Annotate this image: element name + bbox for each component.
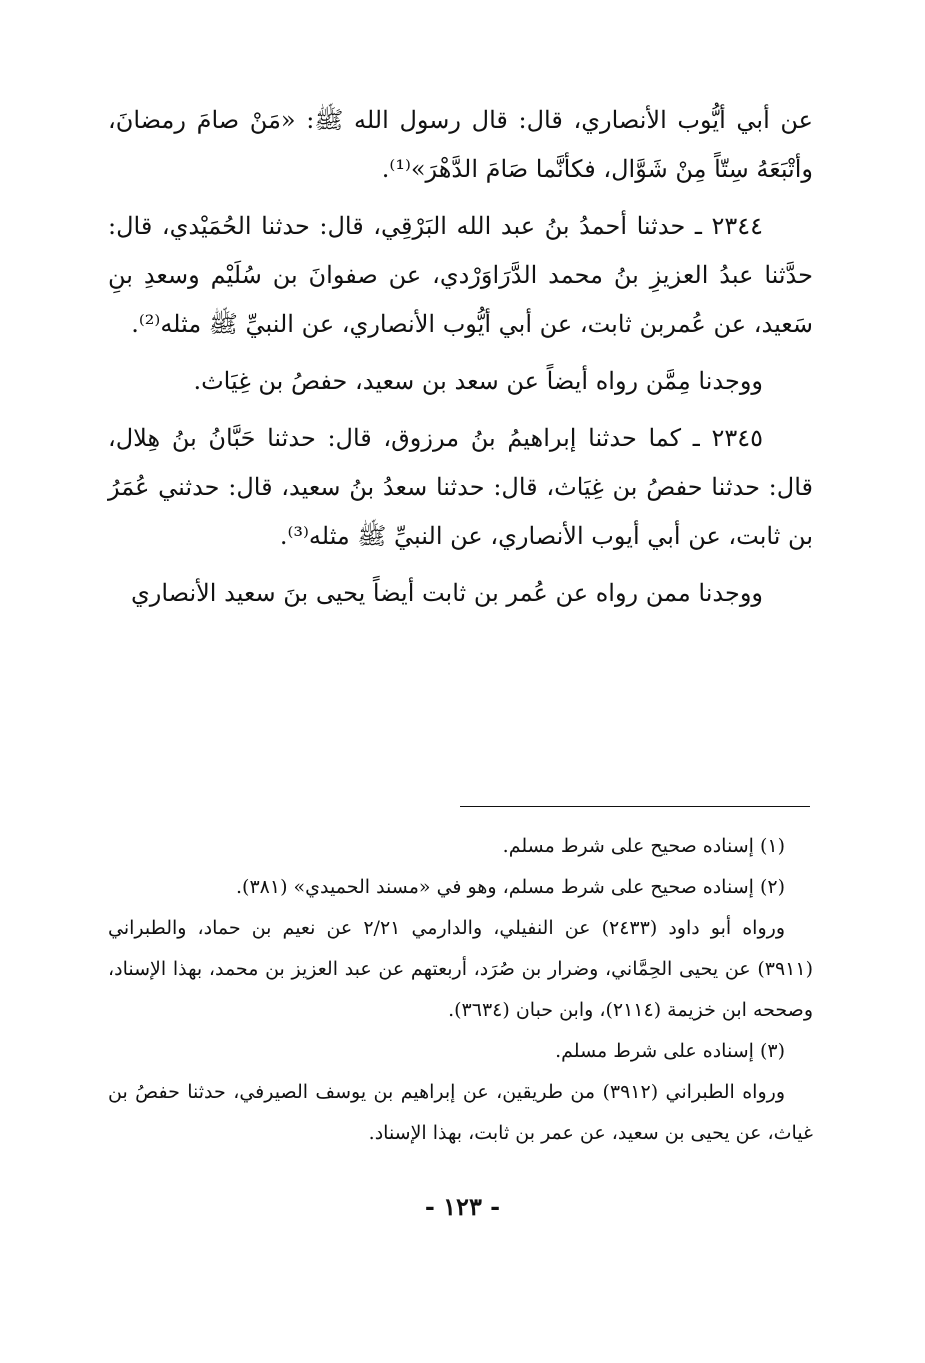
paragraph-continuation: عن أبي أيُّوب الأنصاري، قال: قال رسول الله ﷺ: «مَنْ صامَ رمضانَ، وأتْبَعَهُ سِتّاً مِنْ شَوَّال، فكأنَّما صَامَ الدَّهْرَ»⁽¹⁾. <box>108 106 814 183</box>
footnote-2-continuation: ورواه أبو داود (٢٤٣٣) عن النفيلي، والدارمي ٢/٢١ عن نعيم بن حماد، والطبراني (٣٩١١) عن يحيى الحِمَّاني، وضرار بن صُرَد، أربعتهم عن عبد العزيز بن محمد، بهذا الإسناد، وصححه ابن خزيمة (٢١١٤)، وابن حبان (٣٦٣٤). <box>108 917 813 1021</box>
hadith-2345: ٢٣٤٥ ـ كما حدثنا إبراهيمُ بنُ مرزوق، قال: حدثنا حَبَّانُ بنُ هِلال، قال: حدثنا حفصُ بن غِيَاث، قال: حدثنا سعدُ بنُ سعيد، قال: حدثني عُمَرُ بن ثابت، عن أبي أيوب الأنصاري، عن النبيِّ ﷺ مثله⁽³⁾. <box>108 424 813 550</box>
paragraph-remark-1: ووجدنا مِمَّن رواه أيضاً عن سعد بن سعيد، حفصُ بن غِيَاث. <box>193 367 763 395</box>
footnote-divider <box>460 806 810 807</box>
footnote-3: (٣) إسناده على شرط مسلم. <box>555 1040 785 1062</box>
footnotes <box>108 826 813 1154</box>
paragraph-remark-2: ووجدنا ممن رواه عن عُمر بن ثابت أيضاً يحيى بنَ سعيد الأنصاري <box>130 579 763 607</box>
footnote-1: (١) إسناده صحيح على شرط مسلم. <box>502 835 785 857</box>
main-text <box>108 96 813 626</box>
hadith-2344: ٢٣٤٤ ـ حدثنا أحمدُ بنُ عبد الله البَرْقِي، قال: حدثنا الحُمَيْدي، قال: حدَّثنا عبدُ العزيزِ بنُ محمد الدَّرَاوَرْدي، عن صفوانَ بن سُلَيْم وسعدِ بنِ سَعيد، عن عُمربن ثابت، عن أبي أيُّوب الأنصاري، عن النبيِّ ﷺ مثله⁽²⁾. <box>108 212 813 338</box>
page-number: - ١٢٣ - <box>424 1192 501 1221</box>
footnote-2: (٢) إسناده صحيح على شرط مسلم، وهو في «مسند الحميدي» (٣٨١). <box>235 876 785 898</box>
footnote-3-continuation: ورواه الطبراني (٣٩١٢) من طريقين، عن إبراهيم بن يوسف الصيرفي، حدثنا حفصُ بن غياث، عن يحيى بن سعيد، عن عمر بن ثابت، بهذا الإسناد. <box>108 1081 813 1144</box>
